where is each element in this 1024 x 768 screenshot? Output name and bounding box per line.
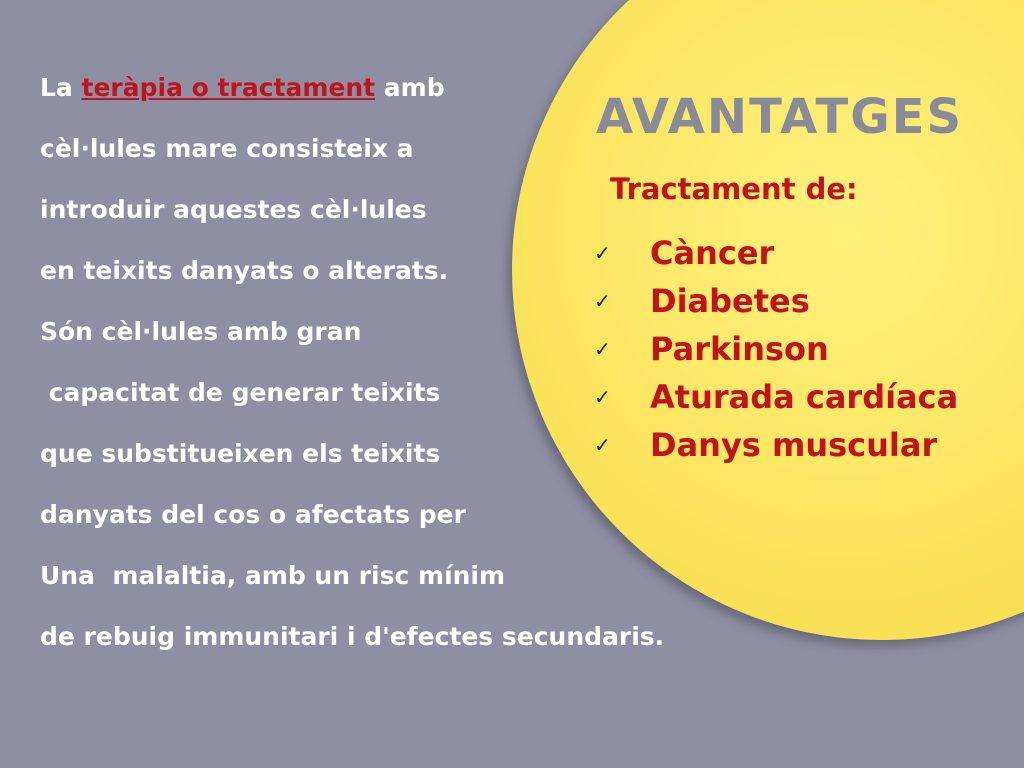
description-line: danyats del cos o afectats per [40,500,466,529]
treatment-subtitle: Tractament de: [610,172,858,206]
description-line-suffix: amb [375,73,445,102]
checkmark-icon: ✓ [594,433,611,457]
checkmark-icon: ✓ [594,337,611,361]
description-line [40,66,664,127]
description-line: que substitueixen els teixits [40,439,441,468]
benefit-item [594,421,958,469]
description-line: capacitat de generar teixits [40,378,441,407]
benefit-item [594,325,958,373]
description-line: en teixits danyats o alterats. [40,256,449,285]
benefit-label: Diabetes [650,282,810,320]
description-line-prefix: La [40,73,82,102]
description-line: introduir aquestes cèl·lules [40,195,427,224]
benefits-list [594,229,958,469]
benefit-item [594,373,958,421]
therapy-link[interactable]: teràpia o tractament [81,73,376,102]
slide-title: AVANTATGES [596,89,964,145]
benefit-item [594,229,958,277]
checkmark-icon: ✓ [594,385,611,409]
benefit-label: Danys muscular [650,426,938,464]
checkmark-icon: ✓ [594,289,611,313]
benefit-label: Càncer [650,234,775,272]
description-line: cèl·lules mare consisteix a [40,134,414,163]
description-text [40,66,664,676]
description-line: Una malaltia, amb un risc mínim [40,561,506,590]
description-line: de rebuig immunitari i d'efectes secundaris. [40,622,665,651]
benefit-label: Aturada cardíaca [650,378,959,416]
checkmark-icon: ✓ [594,241,611,265]
description-line: Són cèl·lules amb gran [40,317,362,346]
benefit-label: Parkinson [650,330,829,368]
benefit-item [594,277,958,325]
